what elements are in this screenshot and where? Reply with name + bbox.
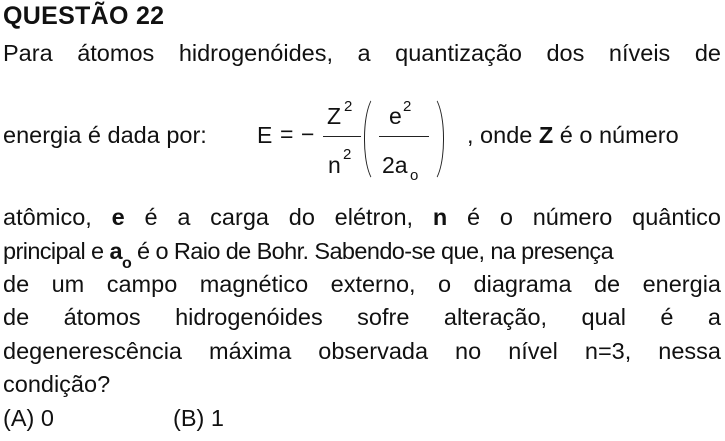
symbol-a-subscript: o <box>121 255 132 272</box>
line4-part-a: principal e <box>3 238 110 264</box>
formula-num1-base: Z <box>327 103 342 129</box>
text-line-2-suffix <box>467 124 679 148</box>
symbol-n: n <box>432 204 448 230</box>
question-title: QUESTÃO 22 <box>3 2 165 30</box>
answer-options <box>3 405 224 431</box>
formula-right-paren <box>429 94 444 184</box>
option-b[interactable]: (B) 1 <box>173 405 224 431</box>
formula-left-paren <box>364 94 379 184</box>
formula-den2-sub: o <box>410 167 419 184</box>
symbol-z: Z <box>538 122 554 148</box>
formula-minus: − <box>301 121 315 147</box>
energy-formula <box>253 92 453 192</box>
formula-den1-exp: 2 <box>343 146 352 163</box>
option-a[interactable]: (A) 0 <box>3 405 54 431</box>
text-line-7: degenerescência máxima observada no nível n=3, nessa <box>3 338 721 364</box>
line3-part-c: é o número quântico <box>447 204 722 230</box>
text-line-2-prefix: energia é dada por: <box>3 122 207 148</box>
suffix-part-b: é o número <box>553 122 679 148</box>
text-line-3 <box>3 206 721 230</box>
symbol-a: a <box>109 238 122 264</box>
formula-num1-exp: 2 <box>344 98 353 115</box>
text-line-1: Para átomos hidrogenóides, a quantização dos níveis de <box>3 40 721 66</box>
text-line-4 <box>3 238 614 272</box>
formula-den2-base: 2a <box>382 152 408 178</box>
suffix-part-a: , onde <box>467 122 539 148</box>
text-line-6: de átomos hidrogenóides sofre alteração, qual é a <box>3 304 721 330</box>
line3-part-b: é a carga do elétron, <box>124 204 433 230</box>
formula-bar-2 <box>379 136 429 137</box>
formula-equals: = <box>280 121 294 147</box>
text-line-8: condição? <box>3 371 111 397</box>
formula-den1-base: n <box>328 152 341 178</box>
formula-num2-base: e <box>389 103 402 129</box>
line4-part-b: é o Raio de Bohr. Sabendo-se que, na presença <box>131 238 614 264</box>
text-line-5: de um campo magnético externo, o diagrama de energia <box>3 271 721 297</box>
line3-part-a: atômico, <box>3 204 112 230</box>
formula-lhs: E <box>257 122 273 148</box>
symbol-e: e <box>111 204 125 230</box>
formula-num2-exp: 2 <box>403 98 412 115</box>
formula-bar-1 <box>323 136 361 137</box>
